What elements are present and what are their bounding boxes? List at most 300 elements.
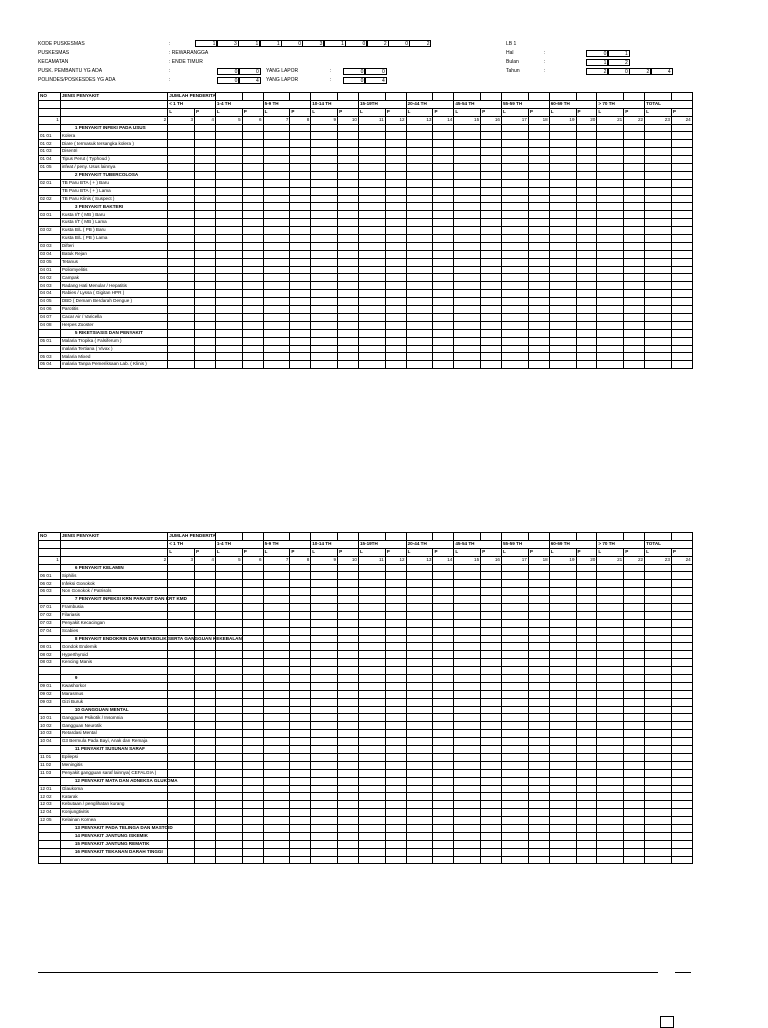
count-cell xyxy=(433,722,454,730)
count-cell xyxy=(263,588,290,596)
column-number-row xyxy=(39,116,693,124)
count-cell xyxy=(597,635,624,643)
table-row xyxy=(39,298,693,306)
count-cell xyxy=(454,675,481,683)
count-cell xyxy=(481,698,502,706)
count-cell xyxy=(671,329,692,337)
count-cell xyxy=(597,856,624,864)
count-cell xyxy=(549,258,576,266)
count-cell xyxy=(195,195,216,203)
count-cell xyxy=(481,306,502,314)
count-cell xyxy=(263,777,290,785)
sex-p-header: P xyxy=(671,548,692,556)
count-cell xyxy=(311,219,338,227)
count-cell xyxy=(454,156,481,164)
count-cell xyxy=(481,227,502,235)
table-row xyxy=(39,227,693,235)
count-cell xyxy=(433,124,454,132)
count-cell xyxy=(311,564,338,572)
count-cell xyxy=(549,353,576,361)
table-row xyxy=(39,769,693,777)
yang-lapor-label: YANG LAPOR xyxy=(266,68,299,74)
digit-cell: 1 xyxy=(195,40,217,47)
row-code xyxy=(39,124,61,132)
count-cell xyxy=(528,604,549,612)
sex-l-header: L xyxy=(645,108,672,116)
table-row xyxy=(39,856,693,864)
disease-name: TB Paru BTA ( + ) Lama xyxy=(60,187,167,195)
count-cell xyxy=(502,580,529,588)
count-cell xyxy=(242,809,263,817)
count-cell xyxy=(645,187,672,195)
count-cell xyxy=(406,824,433,832)
count-cell xyxy=(528,714,549,722)
row-code: 04 07 xyxy=(39,313,61,321)
row-code: 01 02 xyxy=(39,140,61,148)
count-cell xyxy=(645,730,672,738)
count-cell xyxy=(338,345,359,353)
count-cell xyxy=(645,298,672,306)
count-cell xyxy=(311,179,338,187)
count-cell xyxy=(263,698,290,706)
count-cell xyxy=(576,769,597,777)
table-row xyxy=(39,203,693,211)
disease-name: Meningitis xyxy=(60,761,167,769)
count-cell xyxy=(242,572,263,580)
count-cell xyxy=(454,682,481,690)
count-cell xyxy=(263,290,290,298)
table-cell xyxy=(39,548,61,556)
count-cell xyxy=(242,361,263,369)
table-row xyxy=(39,179,693,187)
table-row xyxy=(39,164,693,172)
disease-name: Kolera xyxy=(60,132,167,140)
row-code xyxy=(39,171,61,179)
yang-lapor-cells xyxy=(344,77,387,84)
count-cell xyxy=(242,132,263,140)
count-cell xyxy=(481,690,502,698)
count-cell xyxy=(242,667,263,675)
count-cell xyxy=(481,809,502,817)
count-cell xyxy=(502,659,529,667)
count-cell xyxy=(338,132,359,140)
count-cell xyxy=(263,667,290,675)
count-cell xyxy=(502,611,529,619)
table-row xyxy=(39,714,693,722)
count-cell xyxy=(645,266,672,274)
count-cell xyxy=(502,619,529,627)
count-cell xyxy=(385,266,406,274)
count-cell xyxy=(195,266,216,274)
count-cell xyxy=(358,698,385,706)
count-cell xyxy=(338,746,359,754)
count-cell xyxy=(338,313,359,321)
count-cell xyxy=(454,659,481,667)
count-cell xyxy=(671,361,692,369)
count-cell xyxy=(263,761,290,769)
count-cell xyxy=(168,580,195,588)
count-cell xyxy=(645,219,672,227)
count-cell xyxy=(528,313,549,321)
count-cell xyxy=(242,824,263,832)
count-cell xyxy=(358,156,385,164)
row-code: 10 04 xyxy=(39,738,61,746)
count-cell xyxy=(406,179,433,187)
count-cell xyxy=(168,793,195,801)
disease-name: TB Paru BTA ( + ) Baru xyxy=(60,179,167,187)
count-cell xyxy=(168,714,195,722)
count-cell xyxy=(528,761,549,769)
count-cell xyxy=(645,250,672,258)
count-cell xyxy=(645,785,672,793)
count-cell xyxy=(311,298,338,306)
count-cell xyxy=(242,321,263,329)
count-cell xyxy=(671,659,692,667)
count-cell xyxy=(481,785,502,793)
count-cell xyxy=(311,164,338,172)
count-cell xyxy=(528,235,549,243)
count-cell xyxy=(338,659,359,667)
count-cell xyxy=(645,140,672,148)
count-cell xyxy=(311,667,338,675)
section-title: 5 RIKETSIASIS DAN PENYAKIT xyxy=(60,329,167,337)
row-code: 02 01 xyxy=(39,179,61,187)
count-cell xyxy=(549,124,576,132)
count-cell xyxy=(406,219,433,227)
count-cell xyxy=(168,840,195,848)
count-cell xyxy=(358,132,385,140)
count-cell xyxy=(263,769,290,777)
table-row xyxy=(39,564,693,572)
count-cell xyxy=(385,675,406,683)
count-cell xyxy=(168,290,195,298)
count-cell xyxy=(528,596,549,604)
count-cell xyxy=(549,164,576,172)
count-cell xyxy=(385,753,406,761)
count-cell xyxy=(624,690,645,698)
count-cell xyxy=(549,211,576,219)
table-cell xyxy=(624,533,645,541)
count-cell xyxy=(454,706,481,714)
row-code: 12 02 xyxy=(39,793,61,801)
count-cell xyxy=(645,627,672,635)
count-cell xyxy=(290,337,311,345)
count-cell xyxy=(502,706,529,714)
count-cell xyxy=(645,572,672,580)
count-cell xyxy=(597,148,624,156)
row-code xyxy=(39,746,61,754)
count-cell xyxy=(597,769,624,777)
count-cell xyxy=(433,290,454,298)
count-cell xyxy=(195,643,216,651)
count-cell xyxy=(406,659,433,667)
count-cell xyxy=(311,856,338,864)
count-cell xyxy=(528,635,549,643)
count-cell xyxy=(576,627,597,635)
count-cell xyxy=(576,659,597,667)
table-cell xyxy=(385,533,406,541)
count-cell xyxy=(263,361,290,369)
count-cell xyxy=(338,353,359,361)
count-cell xyxy=(358,227,385,235)
count-cell xyxy=(195,203,216,211)
count-cell xyxy=(528,627,549,635)
count-cell xyxy=(263,171,290,179)
count-cell xyxy=(671,211,692,219)
count-cell xyxy=(433,635,454,643)
count-cell xyxy=(528,298,549,306)
table-row xyxy=(39,156,693,164)
sex-l-header: L xyxy=(597,548,624,556)
count-cell xyxy=(576,219,597,227)
digit-cell: 2 xyxy=(608,59,630,66)
count-cell xyxy=(671,651,692,659)
column-number: 3 xyxy=(168,556,195,564)
count-cell xyxy=(645,856,672,864)
count-cell xyxy=(645,801,672,809)
count-cell xyxy=(311,266,338,274)
table-row xyxy=(39,596,693,604)
row-code: 01 05 xyxy=(39,164,61,172)
count-cell xyxy=(406,242,433,250)
count-cell xyxy=(338,203,359,211)
count-cell xyxy=(624,337,645,345)
count-cell xyxy=(242,706,263,714)
count-cell xyxy=(528,572,549,580)
count-cell xyxy=(454,588,481,596)
kecamatan-label: KECAMATAN xyxy=(38,59,69,65)
count-cell xyxy=(263,809,290,817)
count-cell xyxy=(406,345,433,353)
count-cell xyxy=(242,306,263,314)
disease-name: Scabies xyxy=(60,627,167,635)
count-cell xyxy=(385,242,406,250)
count-cell xyxy=(168,564,195,572)
count-cell xyxy=(645,706,672,714)
count-cell xyxy=(242,627,263,635)
count-cell xyxy=(195,809,216,817)
count-cell xyxy=(290,769,311,777)
count-cell xyxy=(624,187,645,195)
count-cell xyxy=(454,298,481,306)
count-cell xyxy=(311,596,338,604)
row-code: 04 02 xyxy=(39,274,61,282)
count-cell xyxy=(385,148,406,156)
count-cell xyxy=(215,235,242,243)
count-cell xyxy=(454,777,481,785)
count-cell xyxy=(597,337,624,345)
count-cell xyxy=(481,148,502,156)
count-cell xyxy=(624,195,645,203)
count-cell xyxy=(263,730,290,738)
count-cell xyxy=(168,856,195,864)
count-cell xyxy=(358,187,385,195)
count-cell xyxy=(358,588,385,596)
count-cell xyxy=(433,321,454,329)
count-cell xyxy=(576,227,597,235)
count-cell xyxy=(645,313,672,321)
count-cell xyxy=(624,132,645,140)
table-cell xyxy=(338,533,359,541)
disease-table-1 xyxy=(38,92,693,369)
tahun-cells xyxy=(587,68,673,75)
count-cell xyxy=(433,682,454,690)
count-cell xyxy=(597,777,624,785)
count-cell xyxy=(528,619,549,627)
count-cell xyxy=(645,667,672,675)
table-row xyxy=(39,604,693,612)
count-cell xyxy=(481,738,502,746)
count-cell xyxy=(290,235,311,243)
footer-line xyxy=(38,972,658,973)
count-cell xyxy=(385,140,406,148)
count-cell xyxy=(195,856,216,864)
count-cell xyxy=(624,659,645,667)
count-cell xyxy=(215,667,242,675)
count-cell xyxy=(645,619,672,627)
count-cell xyxy=(385,809,406,817)
count-cell xyxy=(528,690,549,698)
count-cell xyxy=(549,722,576,730)
table-cell xyxy=(311,533,338,541)
section-title: 16 PENYAKIT TEKANAN DARAH TINGGI xyxy=(60,848,167,856)
count-cell xyxy=(263,675,290,683)
count-cell xyxy=(576,690,597,698)
count-cell xyxy=(502,738,529,746)
column-number: 24 xyxy=(671,556,692,564)
digit-cell: 0 xyxy=(217,68,239,75)
count-cell xyxy=(168,274,195,282)
count-cell xyxy=(481,643,502,651)
count-cell xyxy=(195,777,216,785)
count-cell xyxy=(195,769,216,777)
count-cell xyxy=(481,242,502,250)
table-cell xyxy=(549,533,576,541)
count-cell xyxy=(481,282,502,290)
count-cell xyxy=(528,132,549,140)
table-cell xyxy=(576,533,597,541)
count-cell xyxy=(195,179,216,187)
count-cell xyxy=(645,274,672,282)
count-cell xyxy=(242,848,263,856)
count-cell xyxy=(576,321,597,329)
count-cell xyxy=(338,235,359,243)
count-cell xyxy=(549,746,576,754)
count-cell xyxy=(311,148,338,156)
count-cell xyxy=(338,793,359,801)
count-cell xyxy=(481,746,502,754)
count-cell xyxy=(528,266,549,274)
table-cell xyxy=(358,533,385,541)
count-cell xyxy=(195,572,216,580)
count-cell xyxy=(454,785,481,793)
count-cell xyxy=(624,801,645,809)
count-cell xyxy=(311,329,338,337)
count-cell xyxy=(624,235,645,243)
count-cell xyxy=(406,321,433,329)
count-cell xyxy=(311,651,338,659)
table-row xyxy=(39,242,693,250)
count-cell xyxy=(290,179,311,187)
count-cell xyxy=(242,690,263,698)
count-cell xyxy=(242,675,263,683)
count-cell xyxy=(406,801,433,809)
count-cell xyxy=(195,588,216,596)
count-cell xyxy=(481,195,502,203)
count-cell xyxy=(215,785,242,793)
count-cell xyxy=(311,337,338,345)
count-cell xyxy=(311,171,338,179)
count-cell xyxy=(215,195,242,203)
table-row xyxy=(39,345,693,353)
count-cell xyxy=(290,290,311,298)
table-row xyxy=(39,840,693,848)
count-cell xyxy=(195,290,216,298)
count-cell xyxy=(168,156,195,164)
count-cell xyxy=(215,690,242,698)
count-cell xyxy=(406,211,433,219)
table-cell xyxy=(263,93,290,101)
count-cell xyxy=(195,627,216,635)
count-cell xyxy=(195,164,216,172)
puskesmas-label: PUSKESMAS xyxy=(38,50,70,56)
count-cell xyxy=(549,140,576,148)
count-cell xyxy=(549,321,576,329)
count-cell xyxy=(263,337,290,345)
count-cell xyxy=(433,219,454,227)
count-cell xyxy=(358,793,385,801)
table-cell xyxy=(60,100,167,108)
section-title: 12 PENYAKIT MATA DAN ADNEKSA GLUKOMA xyxy=(60,777,167,785)
kode-cells xyxy=(196,40,431,47)
count-cell xyxy=(454,266,481,274)
count-cell xyxy=(502,824,529,832)
count-cell xyxy=(576,266,597,274)
count-cell xyxy=(671,203,692,211)
count-cell xyxy=(454,801,481,809)
count-cell xyxy=(597,132,624,140)
count-cell xyxy=(290,588,311,596)
count-cell xyxy=(645,242,672,250)
sex-p-header: P xyxy=(195,548,216,556)
age-group-header: 45-54 TH xyxy=(454,100,502,108)
table-row xyxy=(39,777,693,785)
column-number: 1 xyxy=(39,116,61,124)
count-cell xyxy=(502,777,529,785)
count-cell xyxy=(311,832,338,840)
count-cell xyxy=(242,643,263,651)
count-cell xyxy=(385,777,406,785)
count-cell xyxy=(358,290,385,298)
count-cell xyxy=(645,832,672,840)
row-code: 09 01 xyxy=(39,682,61,690)
count-cell xyxy=(168,753,195,761)
disease-name: Campak xyxy=(60,274,167,282)
table-cell xyxy=(263,533,290,541)
disease-name: infeat / peny. Usus lainnya xyxy=(60,164,167,172)
count-cell xyxy=(168,171,195,179)
count-cell xyxy=(597,706,624,714)
count-cell xyxy=(385,235,406,243)
table-cell xyxy=(215,533,242,541)
count-cell xyxy=(215,282,242,290)
count-cell xyxy=(671,306,692,314)
table-cell xyxy=(528,533,549,541)
jumlah-header: JUMLAH PENDERITA xyxy=(168,93,216,101)
table-row xyxy=(39,659,693,667)
count-cell xyxy=(671,730,692,738)
count-cell xyxy=(597,250,624,258)
